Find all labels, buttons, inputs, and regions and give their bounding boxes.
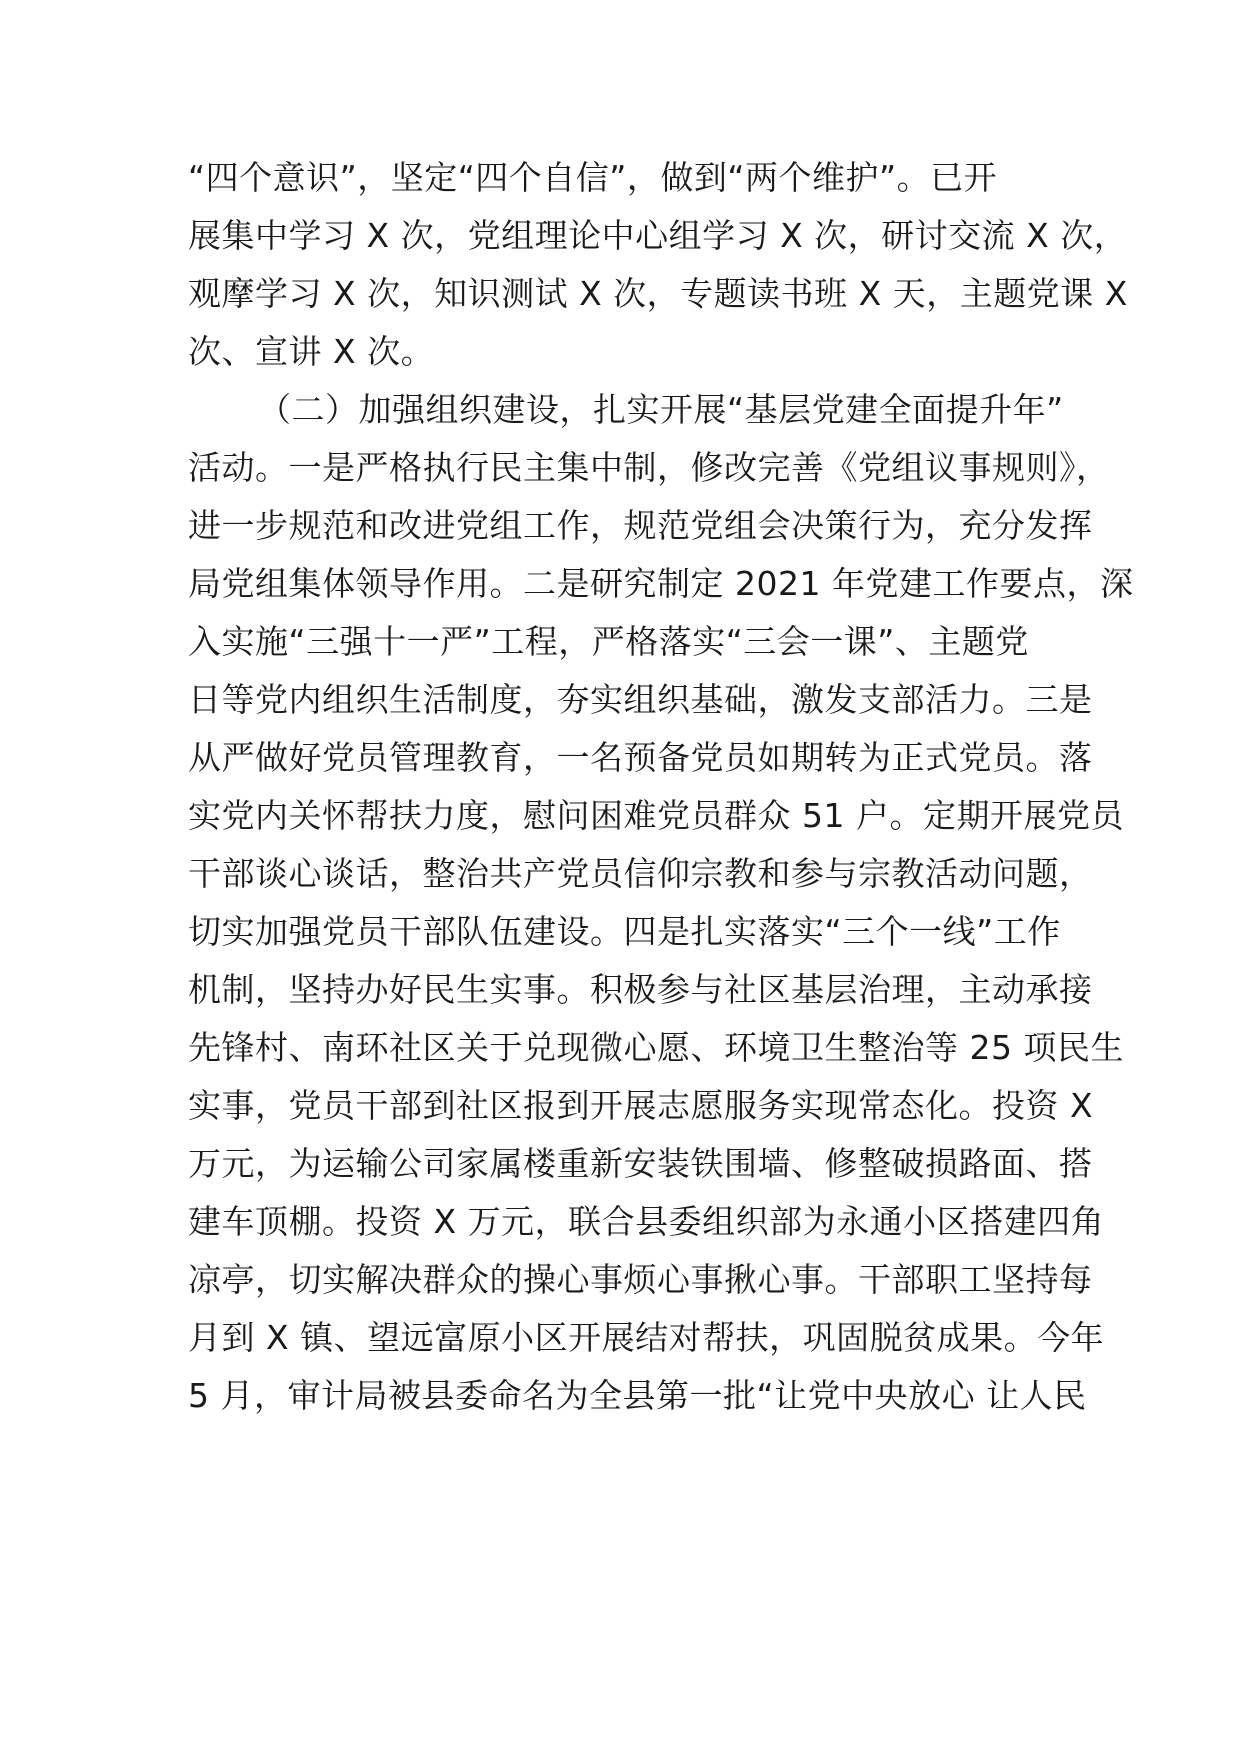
paragraph-line: 局党组集体领导作用。二是研究制定 2021 年党建工作要点，深 [188, 564, 1134, 603]
paragraph-line: 日等党内组织生活制度，夯实组织基础，激发支部活力。三是 [188, 680, 1093, 719]
paragraph-line: 月到 X 镇、望远富原小区开展结对帮扶，巩固脱贫成果。今年 [188, 1318, 1105, 1357]
paragraph-line: 实事，党员干部到社区报到开展志愿服务实现常态化。投资 X [188, 1086, 1094, 1125]
paragraph-line: 万元，为运输公司家属楼重新安装铁围墙、修整破损路面、搭 [188, 1144, 1093, 1183]
paragraph-line: 次、宣讲 X 次。 [188, 332, 435, 371]
paragraph-line: “四个意识”，坚定“四个自信”，做到“两个维护”。已开 [188, 158, 998, 197]
paragraph-line: 机制，坚持办好民生实事。积极参与社区基层治理，主动承接 [188, 970, 1093, 1009]
section-heading-line: （二）加强组织建设，扎实开展“基层党建全面提升年” [258, 390, 1064, 429]
paragraph-line: 先锋村、南环社区关于兑现微心愿、环境卫生整治等 25 项民生 [188, 1028, 1124, 1067]
paragraph-line: 入实施“三强十一严”工程，严格落实“三会一课”、主题党 [188, 622, 1029, 661]
paragraph-line: 观摩学习 X 次，知识测试 X 次，专题读书班 X 天，主题党课 X [188, 274, 1128, 313]
paragraph-line: 活动。一是严格执行民主集中制，修改完善《党组议事规则》， [188, 448, 1110, 487]
paragraph-line: 进一步规范和改进党组工作，规范党组会决策行为，充分发挥 [188, 506, 1093, 545]
paragraph-line: 展集中学习 X 次，党组理论中心组学习 X 次，研讨交流 X 次， [188, 216, 1128, 255]
paragraph-line: 从严做好党员管理教育，一名预备党员如期转为正式党员。落 [188, 738, 1093, 777]
paragraph-line: 凉亭，切实解决群众的操心事烦心事揪心事。干部职工坚持每 [188, 1260, 1093, 1299]
paragraph-line: 干部谈心谈话，整治共产党员信仰宗教和参与宗教活动问题， [188, 854, 1093, 893]
paragraph-line: 5 月，审计局被县委命名为全县第一批“让党中央放心 让人民 [188, 1376, 1087, 1415]
paragraph-line: 建车顶棚。投资 X 万元，联合县委组织部为永通小区搭建四角 [188, 1202, 1105, 1241]
paragraph-line: 切实加强党员干部队伍建设。四是扎实落实“三个一线”工作 [188, 912, 1061, 951]
paragraph-line: 实党内关怀帮扶力度，慰问困难党员群众 51 户。定期开展党员 [188, 796, 1124, 835]
